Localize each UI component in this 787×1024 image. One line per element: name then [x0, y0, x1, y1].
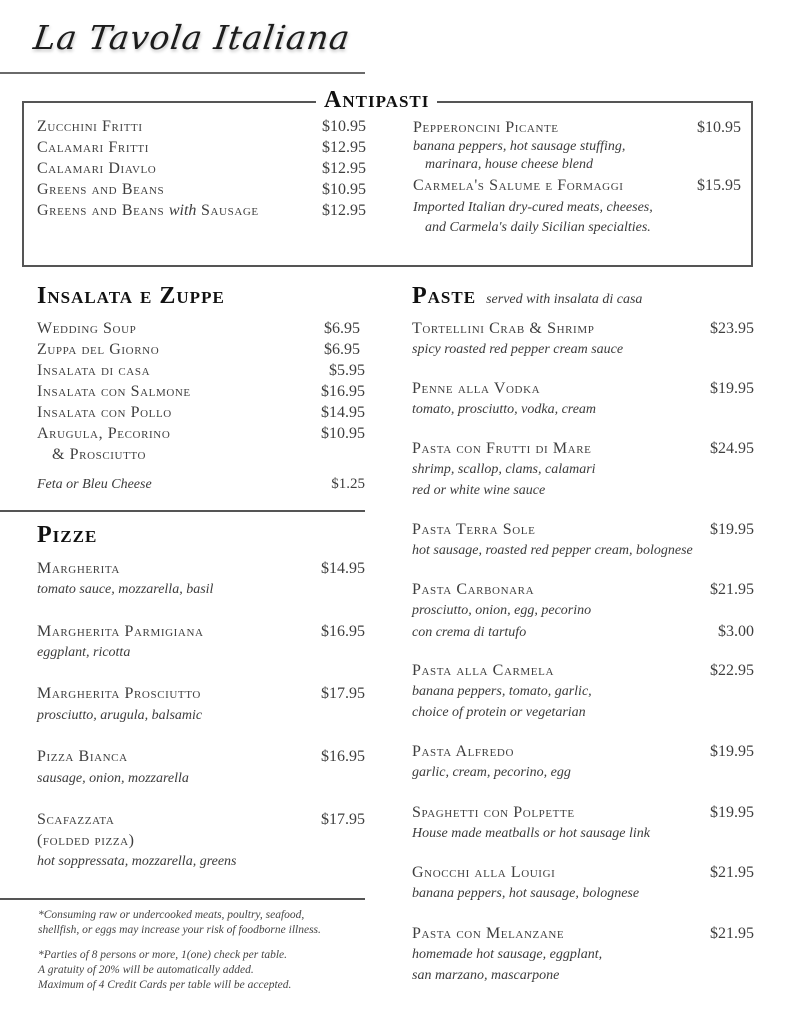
menu-item: [412, 521, 754, 539]
menu-item-option: [412, 623, 754, 641]
item-name: Gnocchi alla Louigi: [412, 864, 556, 881]
item-name: Pasta con Frutti di Mare: [412, 440, 592, 457]
menu-item: [412, 662, 754, 680]
menu-item: [37, 202, 366, 220]
item-description: san marzano, mascarpone: [412, 968, 560, 983]
item-price: $19.95: [710, 521, 754, 538]
item-description: red or white wine sauce: [412, 483, 546, 498]
item-name: Calamari Diavlo: [37, 160, 157, 177]
item-description: choice of protein or vegetarian: [412, 705, 586, 720]
footnote-line: *Consuming raw or undercooked meats, poultry, seafood,: [38, 909, 305, 921]
item-name: Scafazzata: [37, 811, 115, 828]
item-price: $6.95: [324, 341, 360, 358]
menu-item: [37, 811, 365, 829]
item-description: sausage, onion, mozzarella: [37, 771, 189, 786]
item-price: $5.95: [329, 362, 365, 379]
item-description: homemade hot sausage, eggplant,: [412, 947, 603, 962]
item-name: Margherita Parmigiana: [37, 623, 204, 640]
item-price: $16.95: [321, 623, 365, 640]
item-name: Pasta alla Carmela: [412, 662, 554, 679]
item-name: Greens and Beans with Sausage: [37, 202, 259, 219]
item-price: $12.95: [322, 202, 366, 219]
item-name: Pepperoncini Picante: [413, 119, 559, 136]
item-name: Pasta Carbonara: [412, 581, 535, 598]
item-name: Insalata con Pollo: [37, 404, 172, 421]
item-price: $15.95: [697, 177, 741, 194]
option-description: con crema di tartufo: [412, 625, 527, 640]
item-description: hot soppressata, mozzarella, greens: [37, 854, 237, 869]
antipasti-title: Antipasti: [316, 86, 437, 114]
item-description: tomato sauce, mozzarella, basil: [37, 582, 214, 597]
option-price: $3.00: [718, 623, 754, 640]
paste-subtitle: served with insalata di casa: [486, 292, 643, 307]
footnote-line: A gratuity of 20% will be automatically added.: [38, 964, 254, 976]
menu-item: [37, 425, 365, 443]
item-price: $21.95: [710, 864, 754, 881]
item-name: Pizza Bianca: [37, 748, 128, 765]
menu-item: [37, 181, 366, 199]
menu-item: [37, 160, 366, 178]
menu-item: [37, 383, 365, 401]
item-description: tomato, prosciutto, vodka, cream: [412, 402, 597, 417]
item-name: Pasta Terra Sole: [412, 521, 536, 538]
item-price: $24.95: [710, 440, 754, 457]
item-name: Arugula, Pecorino: [37, 425, 171, 442]
menu-item: [37, 139, 366, 157]
item-name: Margherita Prosciutto: [37, 685, 201, 702]
menu-item: [37, 685, 365, 703]
item-description: spicy roasted red pepper cream sauce: [412, 342, 624, 357]
item-description: marinara, house cheese blend: [425, 157, 593, 172]
menu-item: [37, 320, 365, 338]
item-name: Greens and Beans: [37, 181, 165, 198]
item-price: $10.95: [321, 425, 365, 442]
restaurant-logo: La Tavola Italiana: [31, 18, 353, 57]
item-price: $12.95: [322, 160, 366, 177]
item-name: Pasta Alfredo: [412, 743, 514, 760]
item-price: $6.95: [324, 320, 360, 337]
menu-item: [412, 864, 754, 882]
header-divider: [0, 72, 365, 74]
item-price: $19.95: [710, 743, 754, 760]
item-price: $19.95: [710, 804, 754, 821]
item-name: Calamari Fritti: [37, 139, 150, 156]
addon-name: Feta or Bleu Cheese: [37, 477, 152, 492]
menu-item: [37, 748, 365, 766]
footnote-line: Maximum of 4 Credit Cards per table will be accepted.: [38, 979, 292, 991]
item-description: garlic, cream, pecorino, egg: [412, 765, 571, 780]
footnote-line: shellfish, or eggs may increase your risk of foodborne illness.: [38, 924, 321, 936]
paste-title: Paste served with insalata di casa: [412, 283, 643, 309]
pizze-title: Pizze: [37, 522, 98, 548]
item-description: banana peppers, hot sausage stuffing,: [413, 139, 626, 154]
item-price: $17.95: [321, 685, 365, 702]
footnote-line: *Parties of 8 persons or more, 1(one) check per table.: [38, 949, 288, 961]
item-price: $10.95: [322, 181, 366, 198]
item-description: hot sausage, roasted red pepper cream, bolognese: [412, 543, 693, 558]
item-price: $14.95: [321, 560, 365, 577]
addon-price: $1.25: [331, 476, 365, 492]
item-name: Spaghetti con Polpette: [412, 804, 575, 821]
item-description: Imported Italian dry-cured meats, cheeses,: [413, 200, 653, 215]
item-price: $16.95: [321, 383, 365, 400]
section-divider: [0, 510, 365, 512]
menu-item: [37, 623, 365, 641]
item-description: eggplant, ricotta: [37, 645, 131, 660]
insalata-title: Insalata e Zuppe: [37, 283, 225, 309]
item-price: $10.95: [697, 119, 741, 136]
item-price: $23.95: [710, 320, 754, 337]
item-name-continued: (folded pizza): [37, 832, 135, 849]
item-description: banana peppers, tomato, garlic,: [412, 684, 592, 699]
footnote-divider: [0, 898, 365, 900]
menu-item: [37, 560, 365, 578]
item-price: $10.95: [322, 118, 366, 135]
menu-item: [412, 320, 754, 338]
menu-item: [412, 440, 754, 458]
item-name: Penne alla Vodka: [412, 380, 541, 397]
menu-item: [412, 380, 754, 398]
item-description: prosciutto, arugula, balsamic: [37, 708, 203, 723]
menu-item: [412, 743, 754, 761]
item-name: Insalata di casa: [37, 362, 151, 379]
item-price: $21.95: [710, 581, 754, 598]
item-description: prosciutto, onion, egg, pecorino: [412, 603, 592, 618]
item-price: $22.95: [710, 662, 754, 679]
item-name: Pasta con Melanzane: [412, 925, 565, 942]
item-name: Wedding Soup: [37, 320, 137, 337]
item-name: Insalata con Salmone: [37, 383, 191, 400]
item-name: Tortellini Crab & Shrimp: [412, 320, 595, 337]
menu-item: [412, 581, 754, 599]
item-price: $17.95: [321, 811, 365, 828]
item-name: Carmela's Salume e Formaggi: [413, 177, 624, 194]
item-name: Zuppa del Giorno: [37, 341, 160, 358]
item-price: $19.95: [710, 380, 754, 397]
menu-item: [37, 362, 365, 380]
item-description: House made meatballs or hot sausage link: [412, 826, 650, 841]
menu-item: [37, 341, 365, 359]
item-description: and Carmela's daily Sicilian specialties.: [425, 220, 651, 235]
menu-item: [413, 177, 741, 195]
item-price: $16.95: [321, 748, 365, 765]
menu-item: [412, 925, 754, 943]
menu-item: [37, 404, 365, 422]
menu-item: [412, 804, 754, 822]
item-name: Margherita: [37, 560, 120, 577]
item-name: Zucchini Fritti: [37, 118, 143, 135]
item-description: banana peppers, hot sausage, bolognese: [412, 886, 640, 901]
item-description: shrimp, scallop, clams, calamari: [412, 462, 596, 477]
item-price: $12.95: [322, 139, 366, 156]
item-price: $14.95: [321, 404, 365, 421]
item-price: $21.95: [710, 925, 754, 942]
menu-item: [413, 119, 741, 137]
item-name-continued: & Prosciutto: [52, 446, 147, 463]
menu-item: [37, 118, 366, 136]
addon-item: [37, 476, 365, 493]
